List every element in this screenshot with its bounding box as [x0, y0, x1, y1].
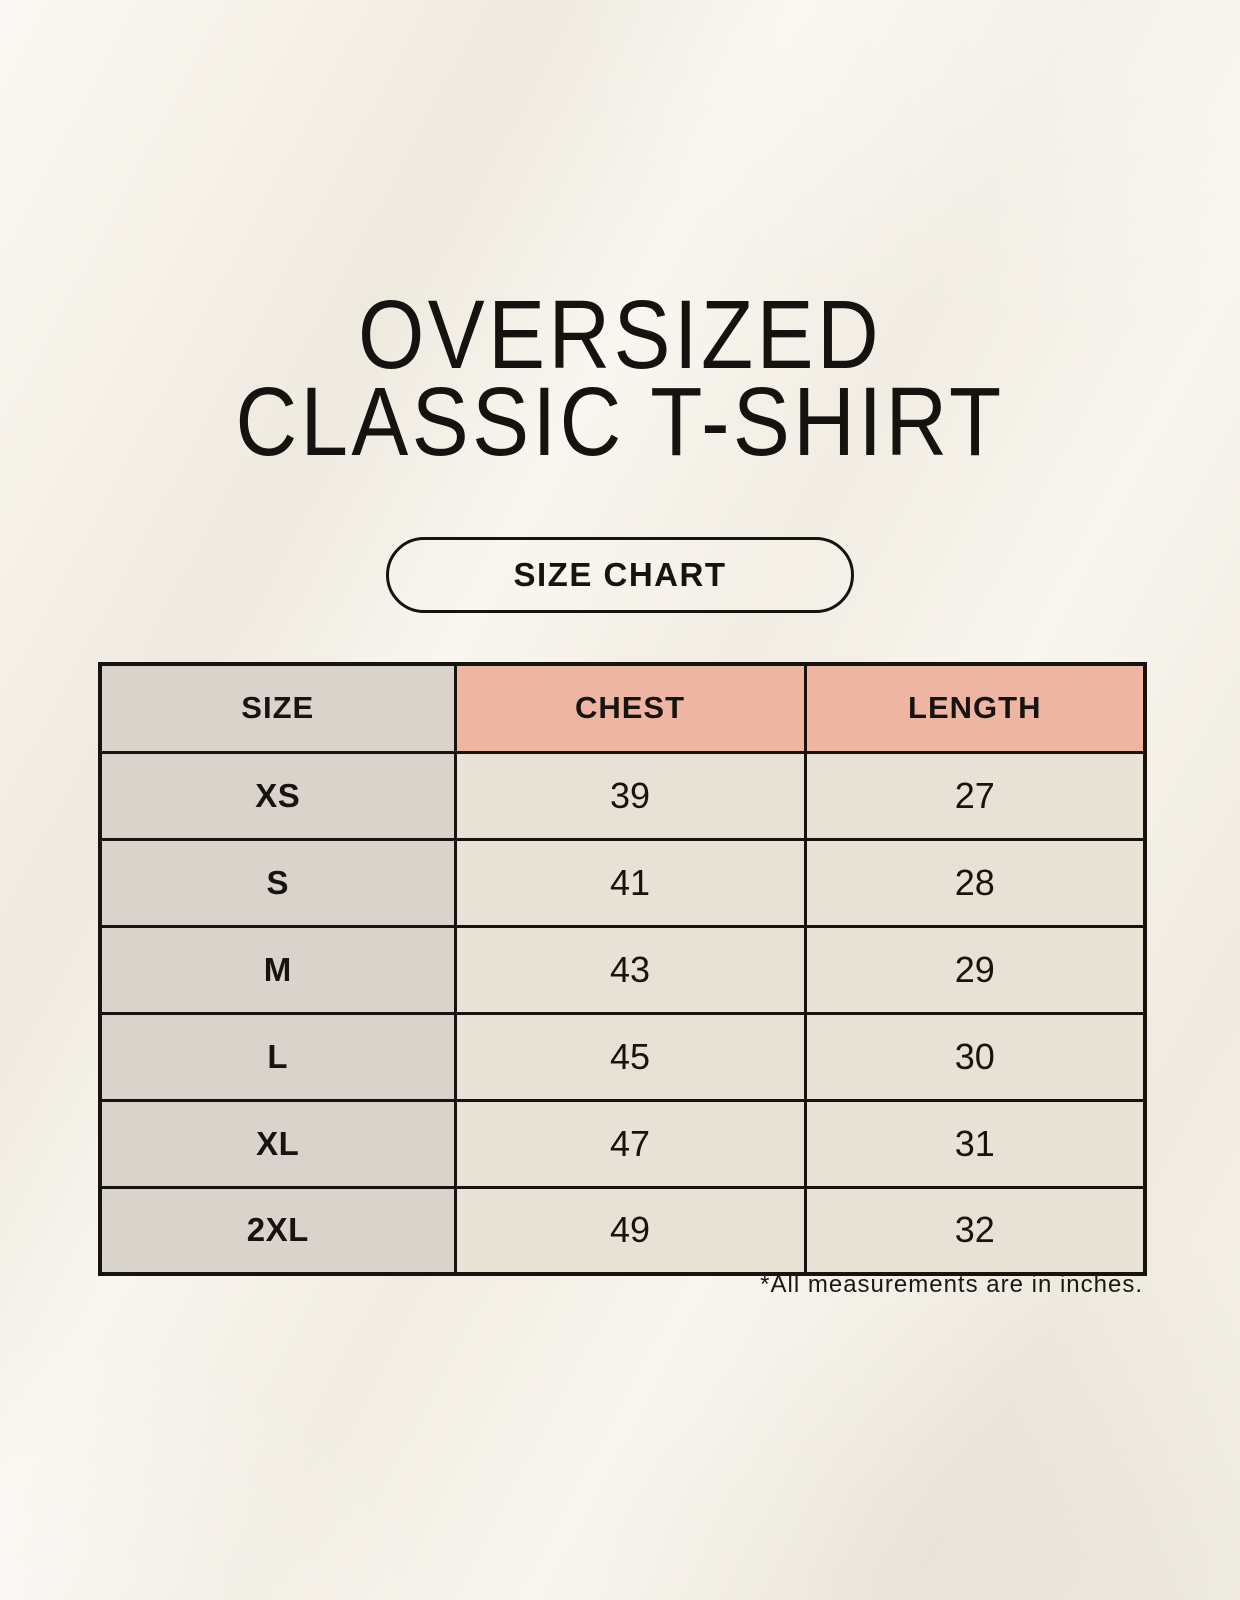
size-label: S: [100, 839, 455, 926]
size-table-header: [100, 664, 1145, 752]
header-cell-chest: CHEST: [455, 664, 805, 752]
product-title-line-1: OVERSIZED: [357, 280, 883, 389]
table-row-xs: [100, 752, 1145, 839]
size-label: L: [100, 1013, 455, 1100]
table-row-l: [100, 1013, 1145, 1100]
product-title: [74, 280, 1165, 477]
size-label: XS: [100, 752, 455, 839]
chest-value: 43: [455, 926, 805, 1013]
header-row: [100, 664, 1145, 752]
chest-value: 47: [455, 1100, 805, 1187]
product-title-line-2: CLASSIC T-SHIRT: [235, 367, 1005, 477]
table-row-xl: [100, 1100, 1145, 1187]
size-chart-button-label: SIZE CHART: [513, 556, 727, 593]
size-chart-button[interactable]: [386, 537, 854, 613]
size-label: XL: [100, 1100, 455, 1187]
table-row-2xl: [100, 1187, 1145, 1274]
chest-value: 49: [455, 1187, 805, 1274]
length-value: 30: [805, 1013, 1145, 1100]
length-value: 31: [805, 1100, 1145, 1187]
size-label: M: [100, 926, 455, 1013]
header-cell-length: LENGTH: [805, 664, 1145, 752]
table-row-m: [100, 926, 1145, 1013]
length-value: 32: [805, 1187, 1145, 1274]
table-row-s: [100, 839, 1145, 926]
size-table-body: [100, 752, 1145, 1274]
chest-value: 45: [455, 1013, 805, 1100]
measurements-footnote: *All measurements are in inches.: [760, 1271, 1143, 1298]
chest-value: 41: [455, 839, 805, 926]
size-label: 2XL: [100, 1187, 455, 1274]
length-value: 29: [805, 926, 1145, 1013]
size-table: [98, 662, 1147, 1276]
length-value: 28: [805, 839, 1145, 926]
header-cell-size: SIZE: [100, 664, 455, 752]
length-value: 27: [805, 752, 1145, 839]
chest-value: 39: [455, 752, 805, 839]
